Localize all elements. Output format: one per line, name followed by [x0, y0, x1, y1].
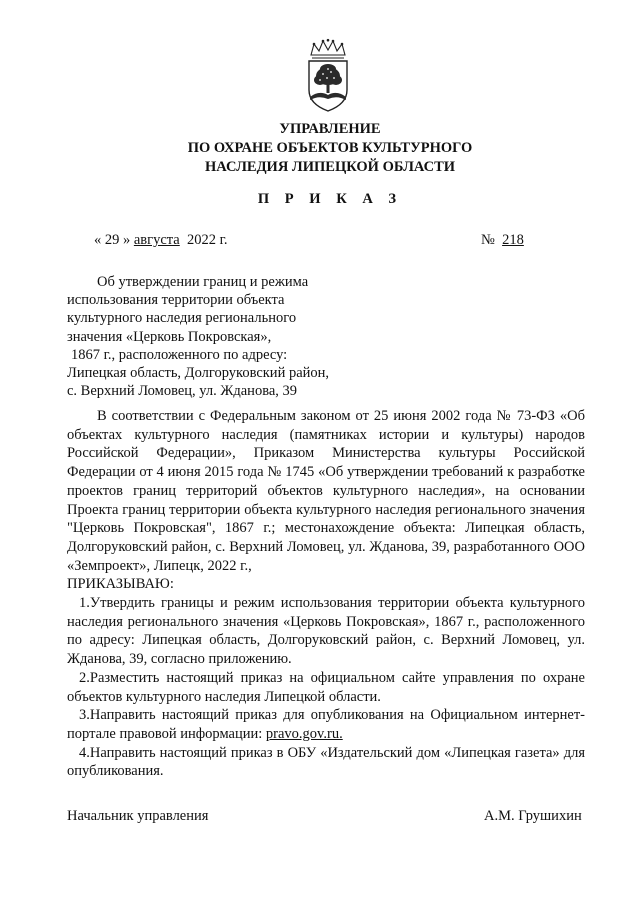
signature-position: Начальник управления	[67, 808, 209, 824]
date-quote-close: »	[123, 232, 131, 248]
date-quote-open: «	[94, 232, 102, 248]
header-line-2: ПО ОХРАНЕ ОБЪЕКТОВ КУЛЬТУРНОГО	[187, 140, 473, 156]
subject-line: 1867 г., расположенного по адресу:	[71, 346, 288, 363]
lipetsk-coat-of-arms-icon	[302, 38, 354, 114]
order-title: П Р И К А З	[257, 191, 403, 207]
pravo-gov-link[interactable]: pravo.gov.ru.	[265, 725, 343, 742]
order-date	[94, 232, 228, 249]
item-3-text: 3.Направить настоящий приказ для опубликования на Официальном интернет-портале правовой информации:	[67, 707, 585, 742]
date-day: 29	[104, 232, 120, 248]
subject-line: культурного наследия регионального	[67, 310, 297, 327]
date-year: 2022 г.	[187, 232, 228, 248]
header-line-3: НАСЛЕДИЯ ЛИПЕЦКОЙ ОБЛАСТИ	[204, 159, 456, 175]
order-number	[481, 232, 524, 249]
signature-name: А.М. Грушихин	[484, 808, 582, 824]
number-value: 218	[502, 232, 524, 248]
subject-line: Об утверждении границ и режима	[97, 274, 309, 290]
subject-line: с. Верхний Ломовец, ул. Жданова, 39	[67, 383, 298, 400]
order-body	[67, 407, 585, 781]
item-3	[67, 706, 585, 743]
item-1: 1.Утвердить границы и режим использования территории объекта культурного наследия регионального значения «Церковь Покровская», 1867 г., расположенного по адресу: Липецкая область, Долгоруковский район, с. Верхний Ломовец, ул. Жданова, 39, согласно приложению.	[67, 595, 585, 668]
header-line-1: УПРАВЛЕНИЕ	[279, 121, 381, 137]
subject-line: значения «Церковь Покровская»,	[67, 328, 272, 345]
date-month: августа	[133, 232, 180, 248]
item-4: 4.Направить настоящий приказ в ОБУ «Издательский дом «Липецкая газета» для опубликования.	[67, 744, 585, 780]
subject-line: использования территории объекта	[67, 292, 285, 309]
decree-word: ПРИКАЗЫВАЮ:	[67, 576, 174, 593]
order-subject	[67, 273, 367, 400]
preamble-paragraph: В соответствии с Федеральным законом от 25 июня 2002 года № 73-ФЗ «Об объектах культурного наследия (памятниках истории и культуры) народов Российской Федерации», Приказом Министерства культуры Российской Федерации от 4 июня 2015 года № 1745 «Об утверждении требований к разработке проектов границ территорий объектов культурного наследия», на основании Проекта границ территории объекта культурного наследия регионального значения "Церковь Покровская", 1867 г.; местонахождение объекта: Липецкая область, Долгоруковский район, с. Верхний Ломовец, ул. Жданова, 39, разработанного ООО «Земпроект», Липецк, 2022 г.,	[67, 408, 585, 574]
subject-line: Липецкая область, Долгоруковский район,	[67, 365, 330, 382]
number-prefix: №	[481, 232, 495, 248]
organization-header	[60, 120, 600, 177]
item-2: 2.Разместить настоящий приказ на официальном сайте управления по охране объектов культурного наследия Липецкой области.	[67, 669, 585, 705]
